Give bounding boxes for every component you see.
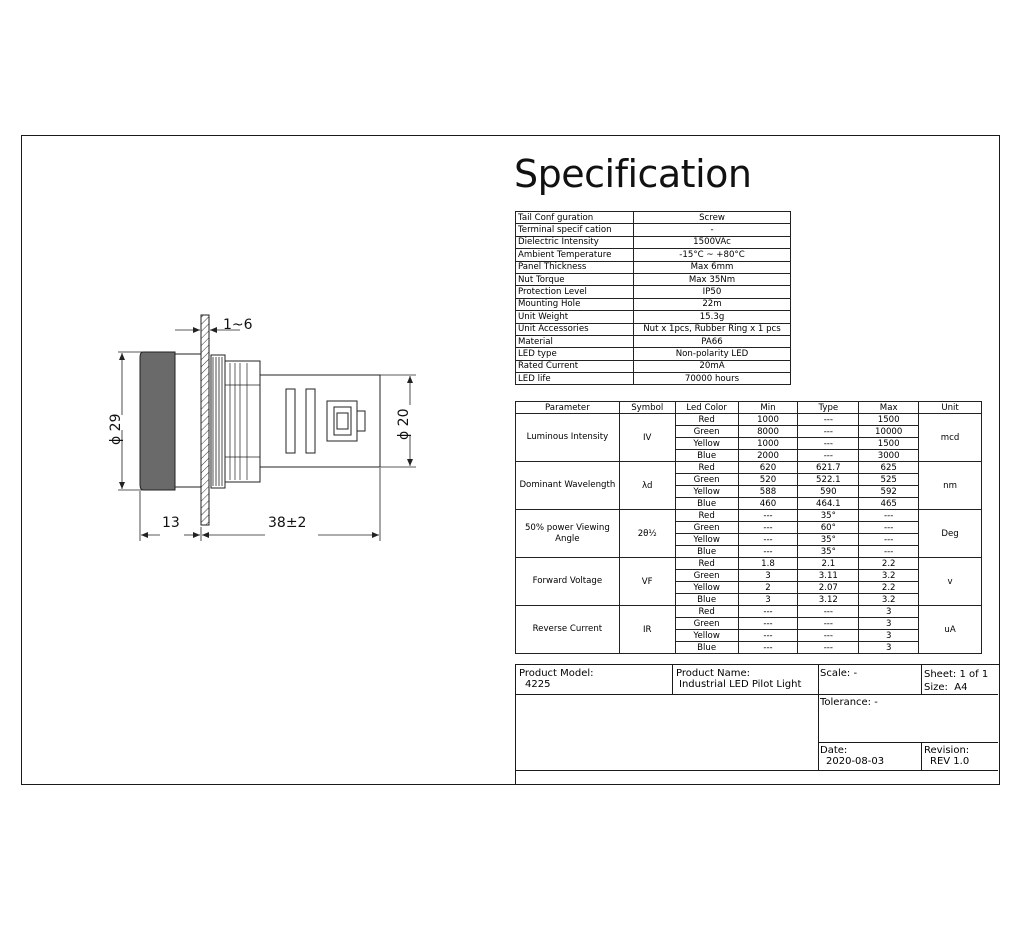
spec-value: 70000 hours bbox=[634, 373, 791, 385]
scale-value: - bbox=[853, 668, 858, 679]
value-max: 2.2 bbox=[859, 582, 919, 594]
dimension-drawing bbox=[100, 305, 440, 545]
led-color: Green bbox=[675, 474, 738, 486]
revision-cell bbox=[924, 745, 969, 767]
value-min: 1.8 bbox=[738, 558, 798, 570]
value-max: 3 bbox=[859, 642, 919, 654]
value-min: 8000 bbox=[738, 426, 798, 438]
bezel bbox=[175, 354, 201, 487]
title-block bbox=[515, 664, 1000, 785]
product-model-label: Product Model: bbox=[519, 668, 594, 679]
spec-key: Unit Weight bbox=[516, 311, 634, 323]
dim-phi29 bbox=[108, 352, 142, 490]
parameter-row bbox=[516, 558, 982, 570]
value-min: --- bbox=[738, 510, 798, 522]
parameter-symbol: VF bbox=[619, 558, 675, 606]
led-color: Green bbox=[675, 618, 738, 630]
value-type: 2.07 bbox=[798, 582, 859, 594]
value-type: --- bbox=[798, 642, 859, 654]
page-title: Specification bbox=[514, 152, 752, 196]
led-color: Yellow bbox=[675, 582, 738, 594]
spec-row bbox=[516, 311, 791, 323]
led-color: Yellow bbox=[675, 486, 738, 498]
value-min: 2 bbox=[738, 582, 798, 594]
value-max: 465 bbox=[859, 498, 919, 510]
value-min: 3 bbox=[738, 570, 798, 582]
tolerance-cell bbox=[820, 697, 878, 708]
spec-key: Terminal specif cation bbox=[516, 224, 634, 236]
spec-value: PA66 bbox=[634, 335, 791, 347]
spec-row bbox=[516, 298, 791, 310]
value-type: 3.11 bbox=[798, 570, 859, 582]
spec-row bbox=[516, 224, 791, 236]
spec-value: IP50 bbox=[634, 286, 791, 298]
spec-key: Material bbox=[516, 335, 634, 347]
led-color: Yellow bbox=[675, 438, 738, 450]
dim-phi20 bbox=[380, 375, 416, 467]
parameter-row bbox=[516, 510, 982, 522]
value-min: --- bbox=[738, 522, 798, 534]
spec-key: Mounting Hole bbox=[516, 298, 634, 310]
value-type: 35° bbox=[798, 546, 859, 558]
led-color: Blue bbox=[675, 642, 738, 654]
nut bbox=[211, 355, 260, 488]
spec-key: Panel Thickness bbox=[516, 261, 634, 273]
spec-key: Rated Current bbox=[516, 360, 634, 372]
spec-value: 1500VAc bbox=[634, 236, 791, 248]
product-name-label: Product Name: bbox=[676, 668, 751, 679]
value-type: 60° bbox=[798, 522, 859, 534]
spec-row bbox=[516, 323, 791, 335]
led-color: Yellow bbox=[675, 534, 738, 546]
value-max: 2.2 bbox=[859, 558, 919, 570]
dim-label-38: 38±2 bbox=[268, 515, 307, 531]
value-min: 460 bbox=[738, 498, 798, 510]
spec-value: Non-polarity LED bbox=[634, 348, 791, 360]
spec-value: Max 35Nm bbox=[634, 273, 791, 285]
value-max: 3 bbox=[859, 630, 919, 642]
spec-row bbox=[516, 335, 791, 347]
sheet-value: 1 of 1 bbox=[959, 669, 989, 680]
parameter-table bbox=[515, 401, 982, 654]
value-type: --- bbox=[798, 450, 859, 462]
spec-key: Nut Torque bbox=[516, 273, 634, 285]
spec-row bbox=[516, 348, 791, 360]
parameter-symbol: IV bbox=[619, 414, 675, 462]
value-min: --- bbox=[738, 606, 798, 618]
date-value: 2020-08-03 bbox=[826, 756, 885, 767]
value-min: 3 bbox=[738, 594, 798, 606]
led-color: Red bbox=[675, 558, 738, 570]
sheet-cell bbox=[924, 668, 988, 694]
led-color: Green bbox=[675, 570, 738, 582]
value-max: 1500 bbox=[859, 438, 919, 450]
header-symbol: Symbol bbox=[619, 402, 675, 414]
value-max: --- bbox=[859, 522, 919, 534]
value-type: 464.1 bbox=[798, 498, 859, 510]
header-parameter: Parameter bbox=[516, 402, 620, 414]
value-min: --- bbox=[738, 630, 798, 642]
spec-row bbox=[516, 261, 791, 273]
value-max: 3 bbox=[859, 618, 919, 630]
value-type: --- bbox=[798, 618, 859, 630]
parameter-unit: nm bbox=[919, 462, 982, 510]
spec-key: Unit Accessories bbox=[516, 323, 634, 335]
value-max: 625 bbox=[859, 462, 919, 474]
date-label: Date: bbox=[820, 745, 848, 756]
product-name-value: Industrial LED Pilot Light bbox=[679, 679, 802, 690]
value-min: --- bbox=[738, 534, 798, 546]
header-led-color: Led Color bbox=[675, 402, 738, 414]
value-max: 3.2 bbox=[859, 570, 919, 582]
parameter-name: Forward Voltage bbox=[516, 558, 620, 606]
parameter-row bbox=[516, 414, 982, 426]
led-color: Red bbox=[675, 462, 738, 474]
value-min: 588 bbox=[738, 486, 798, 498]
value-min: 2000 bbox=[738, 450, 798, 462]
spec-key: Dielectric Intensity bbox=[516, 236, 634, 248]
parameter-unit: Deg bbox=[919, 510, 982, 558]
parameter-name: Reverse Current bbox=[516, 606, 620, 654]
value-type: --- bbox=[798, 414, 859, 426]
header-max: Max bbox=[859, 402, 919, 414]
value-min: --- bbox=[738, 642, 798, 654]
spec-row bbox=[516, 360, 791, 372]
product-name-cell bbox=[676, 668, 801, 690]
spec-value: 15.3g bbox=[634, 311, 791, 323]
parameter-name: 50% power Viewing Angle bbox=[516, 510, 620, 558]
spec-value: Screw bbox=[634, 212, 791, 224]
size-label: Size: bbox=[924, 682, 948, 693]
scale-cell bbox=[820, 668, 857, 679]
lens-cap bbox=[140, 352, 175, 490]
value-type: 590 bbox=[798, 486, 859, 498]
spec-value: 22m bbox=[634, 298, 791, 310]
parameter-symbol: λd bbox=[619, 462, 675, 510]
value-type: 35° bbox=[798, 534, 859, 546]
mounting-panel bbox=[201, 315, 209, 525]
value-type: --- bbox=[798, 606, 859, 618]
led-color: Red bbox=[675, 606, 738, 618]
dim-label-13: 13 bbox=[162, 515, 180, 531]
value-type: --- bbox=[798, 630, 859, 642]
value-type: 3.12 bbox=[798, 594, 859, 606]
parameter-unit: mcd bbox=[919, 414, 982, 462]
spec-key: LED life bbox=[516, 373, 634, 385]
value-max: 3 bbox=[859, 606, 919, 618]
led-color: Green bbox=[675, 522, 738, 534]
value-type: 35° bbox=[798, 510, 859, 522]
parameter-name: Luminous Intensity bbox=[516, 414, 620, 462]
spec-row bbox=[516, 286, 791, 298]
value-max: --- bbox=[859, 546, 919, 558]
value-min: 1000 bbox=[738, 414, 798, 426]
header-unit: Unit bbox=[919, 402, 982, 414]
led-color: Blue bbox=[675, 594, 738, 606]
led-color: Red bbox=[675, 510, 738, 522]
led-color: Yellow bbox=[675, 630, 738, 642]
led-color: Blue bbox=[675, 498, 738, 510]
spec-value: Max 6mm bbox=[634, 261, 791, 273]
product-model-value: 4225 bbox=[525, 679, 551, 690]
spec-value: 20mA bbox=[634, 360, 791, 372]
parameter-row bbox=[516, 462, 982, 474]
value-type: 2.1 bbox=[798, 558, 859, 570]
tolerance-value: - bbox=[874, 697, 878, 708]
spec-row bbox=[516, 273, 791, 285]
value-max: 3.2 bbox=[859, 594, 919, 606]
date-cell bbox=[820, 745, 884, 767]
spec-value: Nut x 1pcs, Rubber Ring x 1 pcs bbox=[634, 323, 791, 335]
revision-value: REV 1.0 bbox=[930, 756, 970, 767]
dim-label-phi20: ϕ 20 bbox=[396, 408, 412, 440]
spec-table bbox=[515, 211, 791, 385]
value-type: --- bbox=[798, 438, 859, 450]
dim-label-phi29: ϕ 29 bbox=[108, 413, 124, 445]
sheet-label: Sheet: bbox=[924, 669, 957, 680]
value-min: 620 bbox=[738, 462, 798, 474]
parameter-symbol: IR bbox=[619, 606, 675, 654]
spec-row bbox=[516, 373, 791, 385]
led-color: Green bbox=[675, 426, 738, 438]
spec-key: Tail Conf guration bbox=[516, 212, 634, 224]
spec-value: - bbox=[634, 224, 791, 236]
led-color: Blue bbox=[675, 450, 738, 462]
value-min: --- bbox=[738, 546, 798, 558]
value-type: 621.7 bbox=[798, 462, 859, 474]
revision-label: Revision: bbox=[924, 745, 970, 756]
dim-label-1-6: 1~6 bbox=[223, 317, 253, 333]
value-type: 522.1 bbox=[798, 474, 859, 486]
spec-key: Ambient Temperature bbox=[516, 249, 634, 261]
spec-key: LED type bbox=[516, 348, 634, 360]
value-max: 525 bbox=[859, 474, 919, 486]
value-max: 3000 bbox=[859, 450, 919, 462]
value-max: --- bbox=[859, 510, 919, 522]
parameter-name: Dominant Wavelength bbox=[516, 462, 620, 510]
spec-row bbox=[516, 236, 791, 248]
value-max: 1500 bbox=[859, 414, 919, 426]
spec-value: -15°C ~ +80°C bbox=[634, 249, 791, 261]
scale-label: Scale: bbox=[820, 668, 851, 679]
value-min: --- bbox=[738, 618, 798, 630]
parameter-symbol: 2θ½ bbox=[619, 510, 675, 558]
value-min: 520 bbox=[738, 474, 798, 486]
parameter-unit: uA bbox=[919, 606, 982, 654]
value-min: 1000 bbox=[738, 438, 798, 450]
parameter-unit: v bbox=[919, 558, 982, 606]
led-color: Blue bbox=[675, 546, 738, 558]
tolerance-label: Tolerance: bbox=[820, 697, 872, 708]
parameter-table-header bbox=[516, 402, 982, 414]
value-max: --- bbox=[859, 534, 919, 546]
header-min: Min bbox=[738, 402, 798, 414]
product-model-cell bbox=[519, 668, 594, 690]
value-max: 10000 bbox=[859, 426, 919, 438]
size-value: A4 bbox=[954, 682, 968, 693]
body bbox=[260, 375, 380, 467]
parameter-row bbox=[516, 606, 982, 618]
spec-key: Protection Level bbox=[516, 286, 634, 298]
dim-panel-thickness bbox=[175, 315, 253, 335]
led-color: Red bbox=[675, 414, 738, 426]
value-type: --- bbox=[798, 426, 859, 438]
header-type: Type bbox=[798, 402, 859, 414]
spec-row bbox=[516, 212, 791, 224]
spec-row bbox=[516, 249, 791, 261]
value-max: 592 bbox=[859, 486, 919, 498]
